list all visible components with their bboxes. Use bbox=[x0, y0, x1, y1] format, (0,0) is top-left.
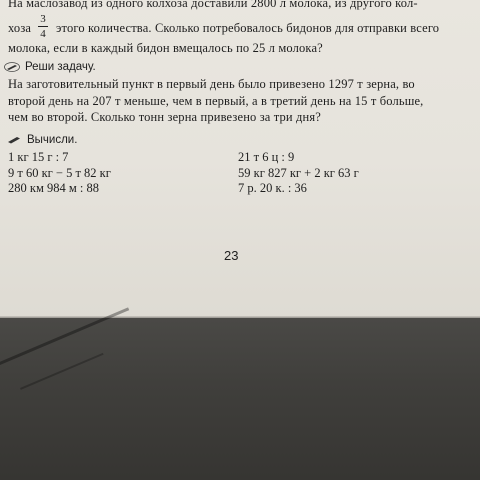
task2-heading-text: Вычисли. bbox=[27, 134, 78, 146]
expression: 59 кг 827 кг + 2 кг 63 г bbox=[238, 165, 359, 180]
expression: 9 т 60 кг − 5 т 82 кг bbox=[8, 165, 111, 180]
shadow-streak bbox=[20, 353, 104, 390]
task2-right-column bbox=[238, 150, 359, 197]
task1-line-2: второй день на 207 т меньше, чем в первый, а в третий день на 15 т больше, bbox=[8, 94, 424, 108]
prev-problem-line-2b: этого количества. Сколько потребовалось бидонов для отправки всего bbox=[56, 21, 440, 35]
task1-line-3: чем во второй. Сколько тонн зерна привезено за три дня? bbox=[8, 110, 321, 124]
expression: 280 км 984 м : 88 bbox=[8, 181, 99, 195]
task1-heading-text: Реши задачу. bbox=[25, 61, 96, 73]
expression: 1 кг 15 г : 7 bbox=[8, 150, 69, 164]
pencil-icon bbox=[4, 62, 20, 72]
page-number: 23 bbox=[224, 248, 239, 263]
desk-background bbox=[0, 318, 480, 480]
task2-heading bbox=[6, 134, 77, 146]
task1-heading bbox=[4, 61, 96, 73]
task2-left-column bbox=[8, 150, 111, 197]
pencil-icon bbox=[6, 135, 22, 145]
fraction bbox=[38, 13, 48, 40]
expression: 7 р. 20 к. : 36 bbox=[238, 181, 307, 195]
fraction-denominator: 4 bbox=[40, 28, 46, 40]
prev-problem-line-2a: хоза bbox=[8, 21, 32, 35]
prev-problem-line-3: молока, если в каждый бидон вмещалось по 25 л молока? bbox=[8, 41, 323, 55]
expression: 21 т 6 ц : 9 bbox=[238, 150, 295, 164]
prev-problem-line-1: На маслозавод из одного колхоза доставили 2800 л молока, из другого кол- bbox=[8, 0, 418, 10]
task1-line-1: На заготовительный пункт в первый день было привезено 1297 т зерна, во bbox=[8, 77, 415, 91]
fraction-numerator: 3 bbox=[40, 13, 46, 25]
